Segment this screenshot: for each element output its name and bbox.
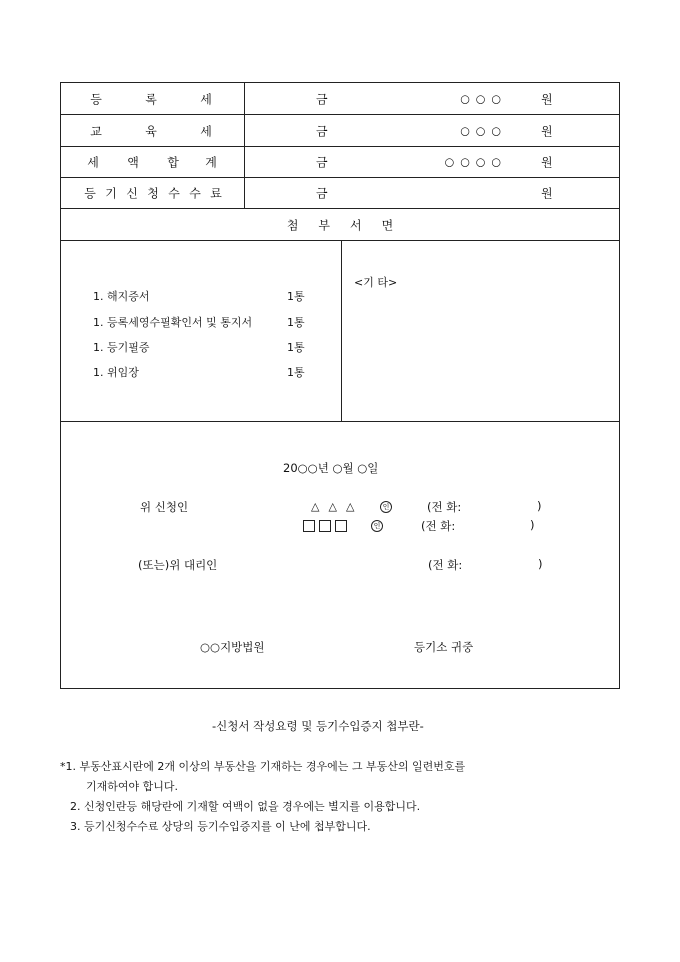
fee-label-char: 수 <box>168 186 180 201</box>
fee-label-char: 등 <box>84 186 96 201</box>
fee-prefix: 금 <box>316 155 328 170</box>
triangle-mark: △ <box>345 500 355 513</box>
fee-label-char: 액 <box>127 155 139 170</box>
attachments-header <box>61 209 619 241</box>
fee-label-char: 기 <box>105 186 117 201</box>
seal-icon: 인 <box>371 520 383 532</box>
fee-unit: 원 <box>541 186 553 201</box>
note-item: 기재하여야 합니다. <box>86 780 179 793</box>
fee-amount: ○○○○ <box>444 155 507 169</box>
fee-label-char: 수 <box>189 186 201 201</box>
fee-label-char: 계 <box>205 155 217 170</box>
seal-icon: 인 <box>380 501 392 513</box>
attachment-item-count: 1통 <box>287 366 305 379</box>
fee-label-cell <box>61 178 245 208</box>
fee-label-char: 료 <box>210 186 222 201</box>
attachment-item-name: 1. 등록세영수필확인서 및 통지서 <box>93 316 253 329</box>
attachments-list <box>61 241 342 421</box>
applicant-label: 위 신청인 <box>140 500 189 514</box>
etc-label: <기 타> <box>354 276 398 289</box>
triangle-mark: △ <box>311 500 320 513</box>
fee-label-char: 록 <box>145 92 157 106</box>
fee-label-cell <box>61 115 245 146</box>
registry-addressee: 등기소 귀중 <box>414 640 474 654</box>
phone-close: ) <box>538 557 543 571</box>
fee-label-char: 세 <box>200 92 212 106</box>
attachment-item-name: 1. 등기필증 <box>93 341 150 354</box>
fee-row <box>61 147 619 178</box>
fee-label-cell <box>61 83 245 114</box>
box-mark <box>319 520 331 532</box>
attachment-item-count: 1통 <box>287 341 305 354</box>
applicant2-name <box>303 518 351 532</box>
seal-mark <box>371 518 383 532</box>
fee-prefix: 금 <box>316 124 328 138</box>
fee-label-char: 신 <box>126 186 138 201</box>
attachment-item-name: 1. 해지증서 <box>93 290 150 303</box>
fee-unit: 원 <box>541 155 553 170</box>
phone-close: ) <box>537 499 542 513</box>
fee-prefix: 금 <box>316 186 328 201</box>
phone-close: ) <box>530 518 535 532</box>
fee-prefix: 금 <box>316 92 328 106</box>
note-item: *1. 부동산표시란에 2개 이상의 부동산을 기재하는 경우에는 그 부동산의 일련번호를 <box>60 760 466 773</box>
attachment-item-count: 1통 <box>287 290 305 303</box>
fee-label-char: 합 <box>167 155 179 170</box>
registration-form <box>60 82 620 689</box>
fee-unit: 원 <box>541 92 553 106</box>
fee-label-char: 세 <box>200 124 212 138</box>
note-item: 3. 등기신청수수료 상당의 등기수입증지를 이 난에 첩부합니다. <box>70 820 371 833</box>
notes-title: -신청서 작성요령 및 등기수입증지 첩부란- <box>212 719 424 733</box>
triangle-mark: △ <box>328 500 337 513</box>
attachment-item-name: 1. 위임장 <box>93 366 139 379</box>
fee-label-char: 세 <box>87 155 99 170</box>
fee-row <box>61 115 619 147</box>
attachment-item-count: 1통 <box>287 316 305 329</box>
application-date: 20○○년 ○월 ○일 <box>283 461 379 475</box>
note-item: 2. 신청인란등 해당란에 기재할 여백이 없을 경우에는 별지를 이용합니다. <box>70 800 421 813</box>
court-name: ○○지방법원 <box>200 640 265 654</box>
box-mark <box>303 520 315 532</box>
phone-label: (전 화: <box>428 558 463 572</box>
phone-label: (전 화: <box>427 500 462 514</box>
fee-label-char: 등 <box>90 92 102 106</box>
applicant1-name <box>311 499 363 513</box>
fee-unit: 원 <box>541 124 553 138</box>
attachments-title: 첨부서면 <box>286 218 414 232</box>
fee-label-char: 육 <box>145 124 157 138</box>
agent-label: (또는)위 대리인 <box>138 558 218 572</box>
fee-label-char: 교 <box>90 124 102 138</box>
box-mark <box>335 520 347 532</box>
phone-label: (전 화: <box>421 519 456 533</box>
attachments-body <box>61 241 619 422</box>
fee-row <box>61 178 619 209</box>
seal-mark <box>380 499 392 513</box>
fee-label-cell <box>61 147 245 177</box>
fee-amount: ○○○ <box>460 92 507 105</box>
fee-amount: ○○○ <box>460 124 507 137</box>
fee-row <box>61 83 619 115</box>
fee-label-char: 청 <box>147 186 159 201</box>
